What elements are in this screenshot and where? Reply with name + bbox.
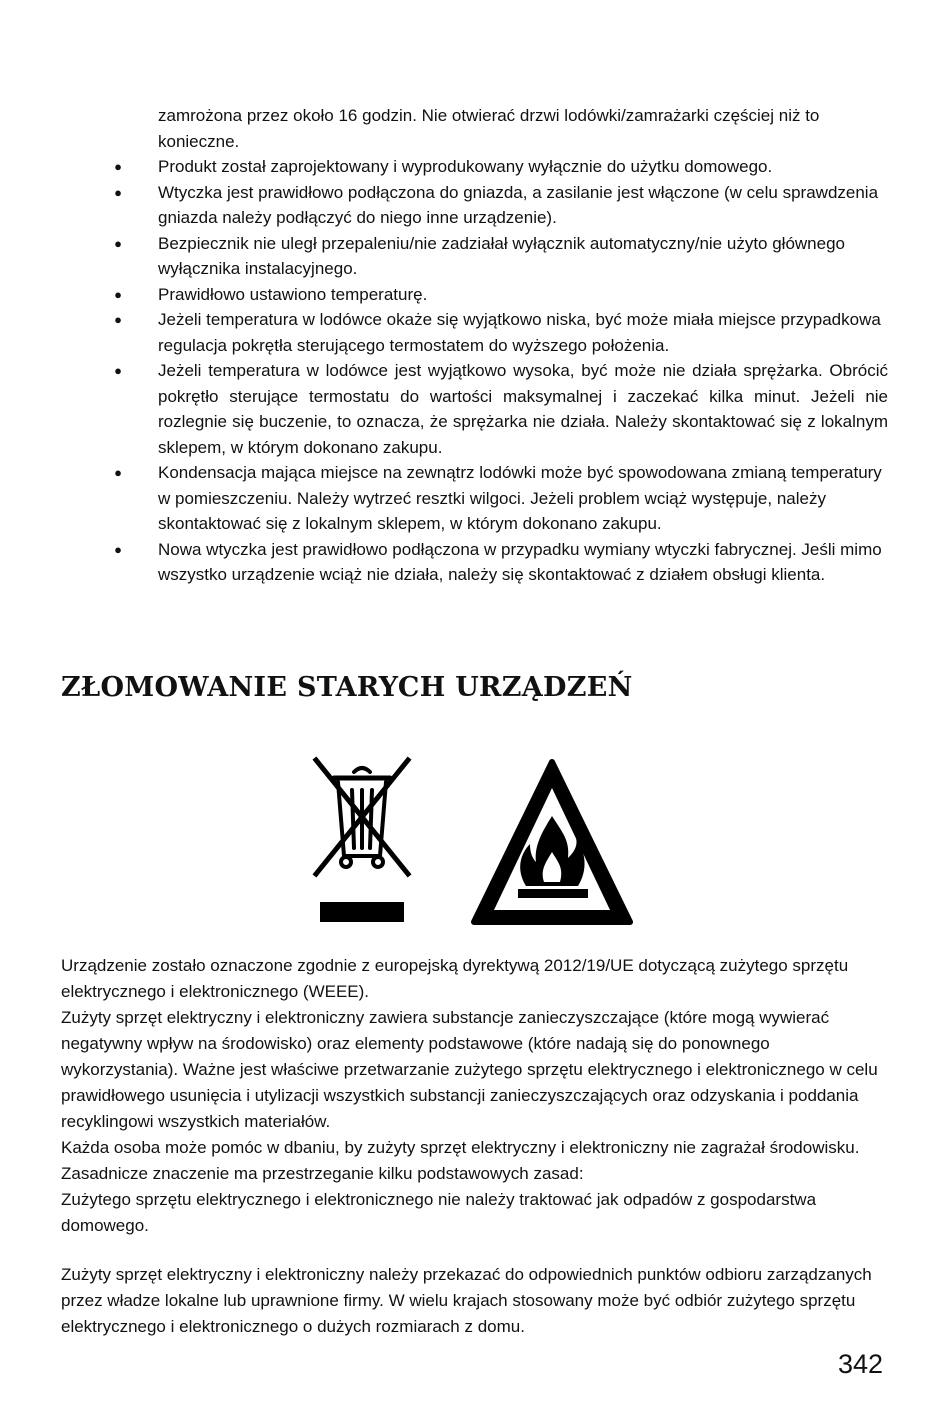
bullet-icon: ● [114, 159, 122, 174]
bullet-icon: ● [114, 312, 122, 327]
paragraph: Zużyty sprzęt elektryczny i elektroniczny zawiera substancje zanieczyszczające (które mogą wywierać negatywny wpływ na środowisko) oraz elementy podstawowe (które nadają się do ponownego wykorzystania). Ważne jest właściwe przetwarzanie zużytego sprzętu elektrycznego i elektronicznego w celu prawidłowego usunięcia i utylizacji wszystkich substancji zanieczyszczających oraz odzyskania i poddania recyklingowi wszystkich materiałów. [61, 1008, 878, 1131]
list-item [112, 358, 888, 460]
paragraph: Każda osoba może pomóc w dbaniu, by zużyty sprzęt elektryczny i elektroniczny nie zagrażał środowisku. Zasadnicze znaczenie ma przestrzeganie kilku podstawowych zasad: [61, 1138, 860, 1183]
bullet-icon: ● [114, 235, 122, 251]
bullet-icon: ● [114, 465, 122, 480]
troubleshooting-list [112, 154, 888, 588]
list-item [112, 307, 888, 358]
bullet-icon: ● [114, 184, 122, 200]
list-item-text: Nowa wtyczka jest prawidłowo podłączona w przypadku wymiany wtyczki fabrycznej. Jeśli mimo wszystko urządzenie wciąż nie działa, należy się skontaktować z działem obsługi klienta. [158, 539, 882, 584]
list-item [112, 460, 888, 537]
paragraph: Zużytego sprzętu elektrycznego i elektronicznego nie należy traktować jak odpadów z gospodarstwa domowego. [61, 1190, 817, 1235]
list-item-text: Wtyczka jest prawidłowo podłączona do gniazda, a zasilanie jest włączone (w celu sprawdzenia gniazda należy podłączyć do niego inne urządzenie). [158, 182, 879, 227]
list-item-text: Kondensacja mająca miejsce na zewnątrz lodówki może być spowodowana zmianą temperatury w pomieszczeniu. Należy wytrzeć resztki wilgoci. Jeżeli problem wciąż występuje, należy skontaktować się z lokalnym sklepem, w którym dokonano zakupu. [158, 463, 882, 533]
list-item [112, 231, 888, 282]
list-item [112, 282, 888, 308]
page-number: 342 [838, 1349, 884, 1379]
flammable-warning-icon [470, 758, 635, 928]
crossed-out-bin-icon [312, 756, 412, 928]
bullet-icon: ● [114, 363, 122, 378]
disposal-text [61, 953, 889, 1340]
paragraph-spacer [61, 1239, 889, 1262]
list-item-text: Jeżeli temperatura w lodówce jest wyjątkowo wysoka, być może nie działa sprężarka. Obrócić pokrętło sterujące termostatu do wartości maksymalnej i zaczekać kilka minut. Jeżeli nie rozlegnie się buczenie, to oznacza, że sprężarka nie działa. Należy skontaktować się z lokalnym sklepem, w którym dokonano zakupu. [158, 361, 888, 457]
disposal-symbols [300, 752, 645, 932]
list-item [112, 537, 888, 588]
list-item-text: Produkt został zaprojektowany i wyprodukowany wyłącznie do użytku domowego. [158, 157, 773, 176]
bullet-icon: ● [114, 286, 122, 302]
list-item-text: Jeżeli temperatura w lodówce okaże się wyjątkowo niska, być może miała miejsce przypadkowa regulacja pokrętła sterującego termostatem do wyższego położenia. [158, 310, 881, 355]
paragraph: Urządzenie zostało oznaczone zgodnie z europejską dyrektywą 2012/19/UE dotyczącą zużytego sprzętu elektrycznego i elektronicznego (WEEE). [61, 956, 849, 1001]
list-item-text: Prawidłowo ustawiono temperaturę. [158, 284, 428, 304]
bullet-icon: ● [114, 541, 122, 557]
list-item [112, 154, 888, 180]
paragraph: Zużyty sprzęt elektryczny i elektroniczny należy przekazać do odpowiednich punktów odbioru zarządzanych przez władze lokalne lub uprawnione firmy. W wielu krajach stosowany może być odbiór zużytego sprzętu elektrycznego i elektronicznego o dużych rozmiarach z domu. [61, 1265, 872, 1336]
list-item [112, 180, 888, 231]
list-item-text: Bezpiecznik nie uległ przepaleniu/nie zadziałał wyłącznik automatyczny/nie użyto głównego wyłącznika instalacyjnego. [158, 233, 845, 278]
section-title: ZŁOMOWANIE STARYCH URZĄDZEŃ [61, 672, 633, 703]
intro-continuation: zamrożona przez około 16 godzin. Nie otwierać drzwi lodówki/zamrażarki częściej niż to konieczne. [158, 106, 820, 151]
